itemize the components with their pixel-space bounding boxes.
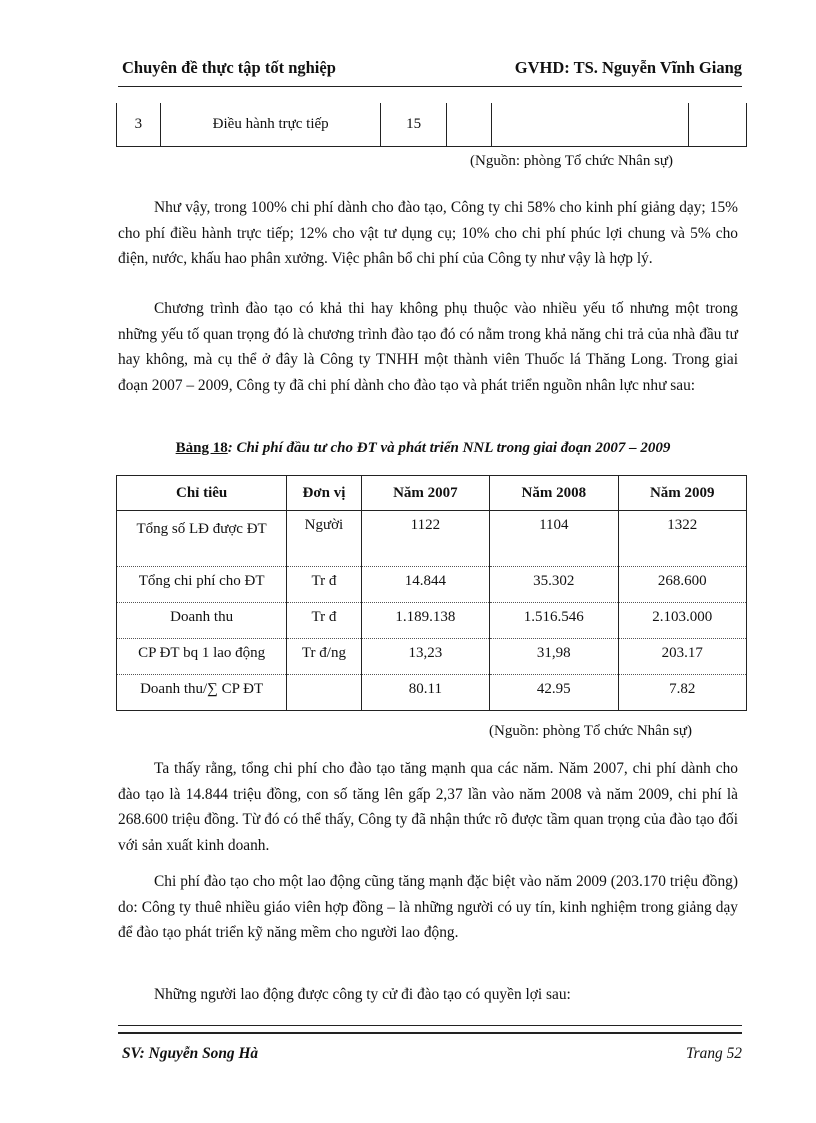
paragraph: Ta thấy rằng, tổng chi phí cho đào tạo tăng mạnh qua các năm. Năm 2007, chi phí dành cho đào tạo là 14.844 triệu đồng, con số tăng lên gấp 2,37 lần vào năm 2008 và năm 2009, chi phí là 268.600 triệu đồng. Từ đó có thể thấy, Công ty đã nhận thức rõ được tầm quan trọng của đào tạo đối với sản xuất kinh doanh. (118, 760, 738, 854)
header-title: Chuyên đề thực tập tốt nghiệp (122, 58, 336, 77)
table-cell: Tổng số LĐ được ĐT (117, 511, 287, 567)
col-header: Chỉ tiêu (117, 476, 287, 511)
table-cell: 31,98 (490, 639, 618, 675)
col-header: Năm 2007 (361, 476, 489, 511)
table-cell (287, 675, 361, 711)
caption-label: Bảng 18 (175, 440, 228, 456)
caption-text: : Chi phí đầu tư cho ĐT và phát triển NNL trong giai đoạn 2007 – 2009 (227, 440, 671, 456)
table-cell: 14.844 (361, 567, 489, 603)
table-cell: 80.11 (361, 675, 489, 711)
table-cell: Tr đ/ng (287, 639, 361, 675)
source-note: (Nguồn: phòng Tổ chức Nhân sự) (470, 153, 674, 169)
paragraph: Như vậy, trong 100% chi phí dành cho đào tạo, Công ty chi 58% cho kinh phí giảng dạy; 15% cho phí điều hành trực tiếp; 12% cho vật tư dụng cụ; 10% cho chi phí phúc lợi chung và 5% cho điện, nước, khấu hao phân xưởng. Việc phân bổ chi phí của Công ty như vậy là hợp lý. (118, 199, 738, 267)
table-cell: 1122 (361, 511, 489, 567)
page-header (118, 56, 742, 82)
table-cell: 13,23 (361, 639, 489, 675)
table-cell: 7.82 (618, 675, 746, 711)
header-advisor: GVHD: TS. Nguyễn Vĩnh Giang (514, 58, 742, 77)
table-cell: Doanh thu (117, 603, 287, 639)
table-continuation (116, 103, 747, 147)
table-row (117, 603, 747, 639)
table-cell: Doanh thu/∑ CP ĐT (117, 675, 287, 711)
table-cell: 2.103.000 (618, 603, 746, 639)
paragraph: Chi phí đào tạo cho một lao động cũng tăng mạnh đặc biệt vào năm 2009 (203.170 triệu đồng) do: Công ty thuê nhiều giáo viên hợp đồng – là những người có uy tín, kinh nghiệm trong giảng dạy để đào tạo phát triển kỹ năng mềm cho người lao động. (118, 873, 738, 941)
table-cell: 1.516.546 (490, 603, 618, 639)
paragraph: Những người lao động được công ty cử đi đào tạo có quyền lợi sau: (154, 986, 571, 1003)
table-cell (492, 103, 688, 147)
table-cell: 35.302 (490, 567, 618, 603)
table-cell: 203.17 (618, 639, 746, 675)
table-cell (446, 103, 492, 147)
header-divider (118, 86, 742, 87)
table-row (117, 675, 747, 711)
table-cell: 3 (117, 103, 161, 147)
page-number: Trang 52 (685, 1045, 742, 1062)
table-row (117, 511, 747, 567)
table-cell: 268.600 (618, 567, 746, 603)
footer-student: SV: Nguyễn Song Hà (122, 1045, 259, 1062)
table-cell (688, 103, 746, 147)
table-caption (118, 440, 728, 457)
table-header-row (117, 476, 747, 511)
table-cell: CP ĐT bq 1 lao động (117, 639, 287, 675)
source-note: (Nguồn: phòng Tổ chức Nhân sự) (489, 723, 693, 739)
table-row (117, 567, 747, 603)
table-cell: 1.189.138 (361, 603, 489, 639)
table-cell: 1322 (618, 511, 746, 567)
col-header: Năm 2009 (618, 476, 746, 511)
table-cell: Tr đ (287, 603, 361, 639)
footer-divider (118, 1025, 742, 1034)
table-cell: Tổng chi phí cho ĐT (117, 567, 287, 603)
col-header: Năm 2008 (490, 476, 618, 511)
table-row (117, 639, 747, 675)
table-cell: Người (287, 511, 361, 567)
table-cell: Điều hành trực tiếp (160, 103, 381, 147)
cost-table (116, 475, 747, 711)
table-row (117, 103, 747, 147)
col-header: Đơn vị (287, 476, 361, 511)
table-cell: 42.95 (490, 675, 618, 711)
table-cell: 15 (381, 103, 446, 147)
paragraph: Chương trình đào tạo có khả thi hay không phụ thuộc vào nhiều yếu tố nhưng một trong những yếu tố quan trọng đó là chương trình đào tạo đó có nằm trong khả năng chi trả của nhà đầu tư hay không, mà cụ thể ở đây là Công ty TNHH một thành viên Thuốc lá Thăng Long. Trong giai đoạn 2007 – 2009, Công ty đã chi phí dành cho đào tạo và phát triển nguồn nhân lực như sau: (118, 300, 738, 394)
table-cell: Tr đ (287, 567, 361, 603)
table-cell: 1104 (490, 511, 618, 567)
